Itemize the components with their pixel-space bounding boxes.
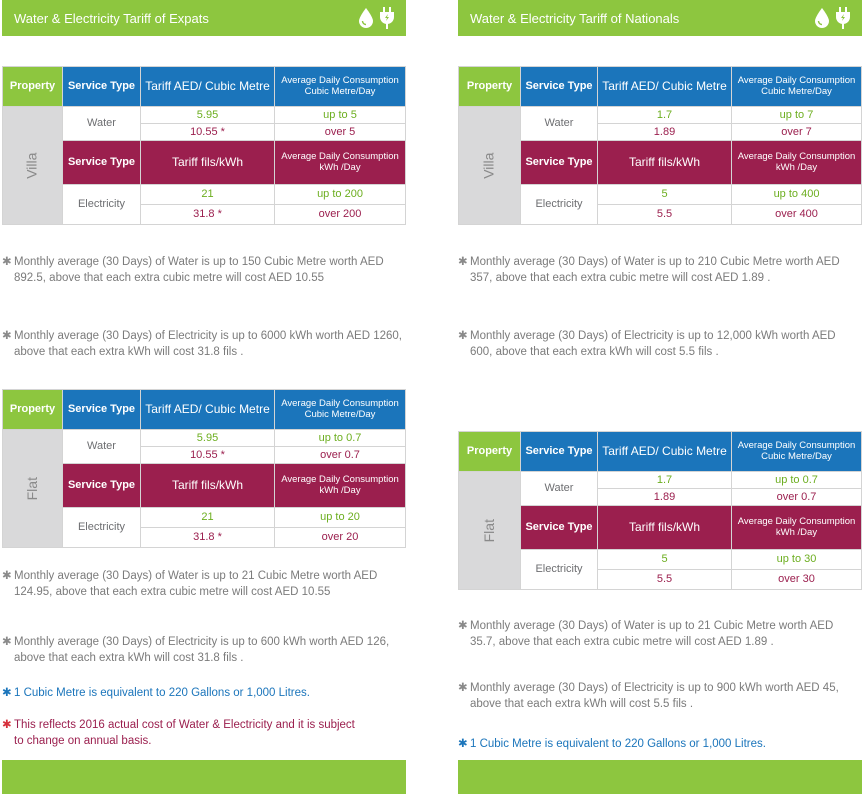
- water-tariff-tier-1: 1.7: [598, 472, 732, 489]
- asterisk-icon: ✱: [2, 570, 12, 582]
- flat-water-note: ✱ Monthly average (30 Days) of Water is up to 21 Cubic Metre worth AED 35.7, above that each extra cubic metre will cost AED 1.89 .: [458, 620, 834, 648]
- flat-water-note: ✱ Monthly average (30 Days) of Water is up to 21 Cubic Metre worth AED 124.95, above that each extra cubic metre will cost AED 10.55: [2, 570, 378, 598]
- expats-flat-table: [2, 389, 406, 548]
- tariff-header: Tariff AED/ Cubic Metre: [598, 432, 732, 472]
- electricity-tariff-tier-1: 5: [598, 550, 732, 570]
- service-type-header: Service Type: [521, 67, 598, 107]
- villa-water-note: ✱ Monthly average (30 Days) of Water is up to 150 Cubic Metre worth AED 892.5, above that each extra cubic metre will cost AED 10.55: [2, 256, 384, 284]
- expats-column: [2, 0, 408, 795]
- electricity-label: Electricity: [521, 185, 598, 225]
- utility-icons: [358, 6, 396, 30]
- nationals-footer-bar: [458, 760, 862, 794]
- service-type-header: Service Type: [63, 464, 141, 508]
- water-range-tier-1: up to 7: [732, 107, 862, 124]
- water-tariff-tier-2: 1.89: [598, 489, 732, 506]
- flat-electricity-note: ✱ Monthly average (30 Days) of Electricity is up to 600 kWh worth AED 126, above that each extra kWh will cost 31.8 fils .: [2, 636, 390, 664]
- asterisk-icon: ✱: [2, 719, 12, 731]
- water-tariff-tier-2: 10.55 *: [141, 124, 275, 141]
- property-header: Property: [459, 432, 521, 472]
- expats-villa-table: [2, 66, 406, 225]
- electricity-tariff-tier-2: 31.8 *: [141, 528, 275, 548]
- service-type-header: Service Type: [521, 141, 598, 185]
- property-header: Property: [459, 67, 521, 107]
- flat-electricity-note: ✱ Monthly average (30 Days) of Electricity is up to 900 kWh worth AED 45, above that each extra kWh will cost 5.5 fils .: [458, 682, 839, 710]
- average-consumption-header: Average Daily Consumption kWh /Day: [275, 141, 406, 185]
- water-label: Water: [521, 107, 598, 141]
- tariff-header: Tariff fils/kWh: [598, 141, 732, 185]
- tariff-header: Tariff fils/kWh: [598, 506, 732, 550]
- water-drop-icon: [814, 7, 830, 29]
- utility-icons: [814, 6, 852, 30]
- water-label: Water: [521, 472, 598, 506]
- water-tariff-tier-1: 5.95: [141, 430, 275, 447]
- water-tariff-tier-1: 5.95: [141, 107, 275, 124]
- water-tariff-tier-2: 10.55 *: [141, 447, 275, 464]
- asterisk-icon: ✱: [2, 636, 12, 648]
- water-range-tier-1: up to 0.7: [732, 472, 862, 489]
- property-label: Villa: [459, 107, 521, 225]
- asterisk-icon: ✱: [458, 256, 468, 268]
- electricity-range-tier-1: up to 20: [275, 508, 406, 528]
- water-range-tier-1: up to 0.7: [275, 430, 406, 447]
- tariff-header: Tariff AED/ Cubic Metre: [141, 67, 275, 107]
- conversion-note: ✱ 1 Cubic Metre is equivalent to 220 Gallons or 1,000 Litres.: [458, 738, 766, 750]
- electricity-range-tier-2: over 200: [275, 205, 406, 225]
- asterisk-icon: ✱: [458, 738, 468, 750]
- nationals-title: Water & Electricity Tariff of Nationals: [470, 10, 680, 26]
- villa-electricity-note: ✱ Monthly average (30 Days) of Electricity is up to 6000 kWh worth AED 1260, above that each extra kWh will cost 31.8 fils .: [2, 330, 402, 358]
- water-range-tier-1: up to 5: [275, 107, 406, 124]
- electricity-range-tier-2: over 20: [275, 528, 406, 548]
- asterisk-icon: ✱: [458, 330, 468, 342]
- water-label: Water: [63, 430, 141, 464]
- property-header: Property: [3, 67, 63, 107]
- tariff-header: Tariff AED/ Cubic Metre: [141, 390, 275, 430]
- service-type-header: Service Type: [63, 67, 141, 107]
- water-range-tier-2: over 5: [275, 124, 406, 141]
- electricity-range-tier-1: up to 400: [732, 185, 862, 205]
- average-consumption-header: Average Daily Consumption Cubic Metre/Day: [732, 67, 862, 107]
- service-type-header: Service Type: [521, 432, 598, 472]
- expats-header-bar: [2, 0, 406, 36]
- electricity-label: Electricity: [63, 508, 141, 548]
- disclaimer-note: ✱ This reflects 2016 actual cost of Water & Electricity and it is subject to change on annual basis.: [2, 719, 355, 747]
- electricity-label: Electricity: [521, 550, 598, 590]
- villa-electricity-note: ✱ Monthly average (30 Days) of Electricity is up to 12,000 kWh worth AED 600, above that each extra kWh will cost 5.5 fils .: [458, 330, 836, 358]
- water-range-tier-2: over 7: [732, 124, 862, 141]
- water-range-tier-2: over 0.7: [275, 447, 406, 464]
- nationals-header-bar: [458, 0, 862, 36]
- expats-title: Water & Electricity Tariff of Expats: [14, 10, 209, 26]
- asterisk-icon: ✱: [2, 330, 12, 342]
- electricity-tariff-tier-2: 5.5: [598, 570, 732, 590]
- electricity-tariff-tier-2: 5.5: [598, 205, 732, 225]
- property-label: Flat: [3, 430, 63, 548]
- tariff-header: Tariff fils/kWh: [141, 464, 275, 508]
- electricity-tariff-tier-1: 21: [141, 185, 275, 205]
- water-range-tier-2: over 0.7: [732, 489, 862, 506]
- conversion-note: ✱ 1 Cubic Metre is equivalent to 220 Gallons or 1,000 Litres.: [2, 687, 310, 699]
- electric-plug-icon: [378, 6, 396, 30]
- expats-footer-bar: [2, 760, 406, 794]
- nationals-villa-table: [458, 66, 862, 225]
- property-label: Villa: [3, 107, 63, 225]
- average-consumption-header: Average Daily Consumption Cubic Metre/Day: [732, 432, 862, 472]
- average-consumption-header: Average Daily Consumption kWh /Day: [732, 141, 862, 185]
- tariff-header: Tariff fils/kWh: [141, 141, 275, 185]
- average-consumption-header: Average Daily Consumption kWh /Day: [732, 506, 862, 550]
- nationals-flat-table: [458, 431, 862, 590]
- electric-plug-icon: [834, 6, 852, 30]
- average-consumption-header: Average Daily Consumption kWh /Day: [275, 464, 406, 508]
- asterisk-icon: ✱: [2, 256, 12, 268]
- average-consumption-header: Average Daily Consumption Cubic Metre/Day: [275, 67, 406, 107]
- electricity-tariff-tier-1: 5: [598, 185, 732, 205]
- tariff-header: Tariff AED/ Cubic Metre: [598, 67, 732, 107]
- electricity-tariff-tier-2: 31.8 *: [141, 205, 275, 225]
- service-type-header: Service Type: [521, 506, 598, 550]
- electricity-range-tier-1: up to 30: [732, 550, 862, 570]
- nationals-column: [458, 0, 863, 795]
- service-type-header: Service Type: [63, 141, 141, 185]
- water-label: Water: [63, 107, 141, 141]
- villa-water-note: ✱ Monthly average (30 Days) of Water is up to 210 Cubic Metre worth AED 357, above that each extra cubic metre will cost AED 1.89 .: [458, 256, 840, 284]
- asterisk-icon: ✱: [458, 682, 468, 694]
- electricity-range-tier-2: over 400: [732, 205, 862, 225]
- asterisk-icon: ✱: [458, 620, 468, 632]
- water-tariff-tier-2: 1.89: [598, 124, 732, 141]
- asterisk-icon: ✱: [2, 687, 12, 699]
- electricity-label: Electricity: [63, 185, 141, 225]
- property-label: Flat: [459, 472, 521, 590]
- electricity-range-tier-1: up to 200: [275, 185, 406, 205]
- water-tariff-tier-1: 1.7: [598, 107, 732, 124]
- property-header: Property: [3, 390, 63, 430]
- electricity-range-tier-2: over 30: [732, 570, 862, 590]
- service-type-header: Service Type: [63, 390, 141, 430]
- electricity-tariff-tier-1: 21: [141, 508, 275, 528]
- average-consumption-header: Average Daily Consumption Cubic Metre/Day: [275, 390, 406, 430]
- water-drop-icon: [358, 7, 374, 29]
